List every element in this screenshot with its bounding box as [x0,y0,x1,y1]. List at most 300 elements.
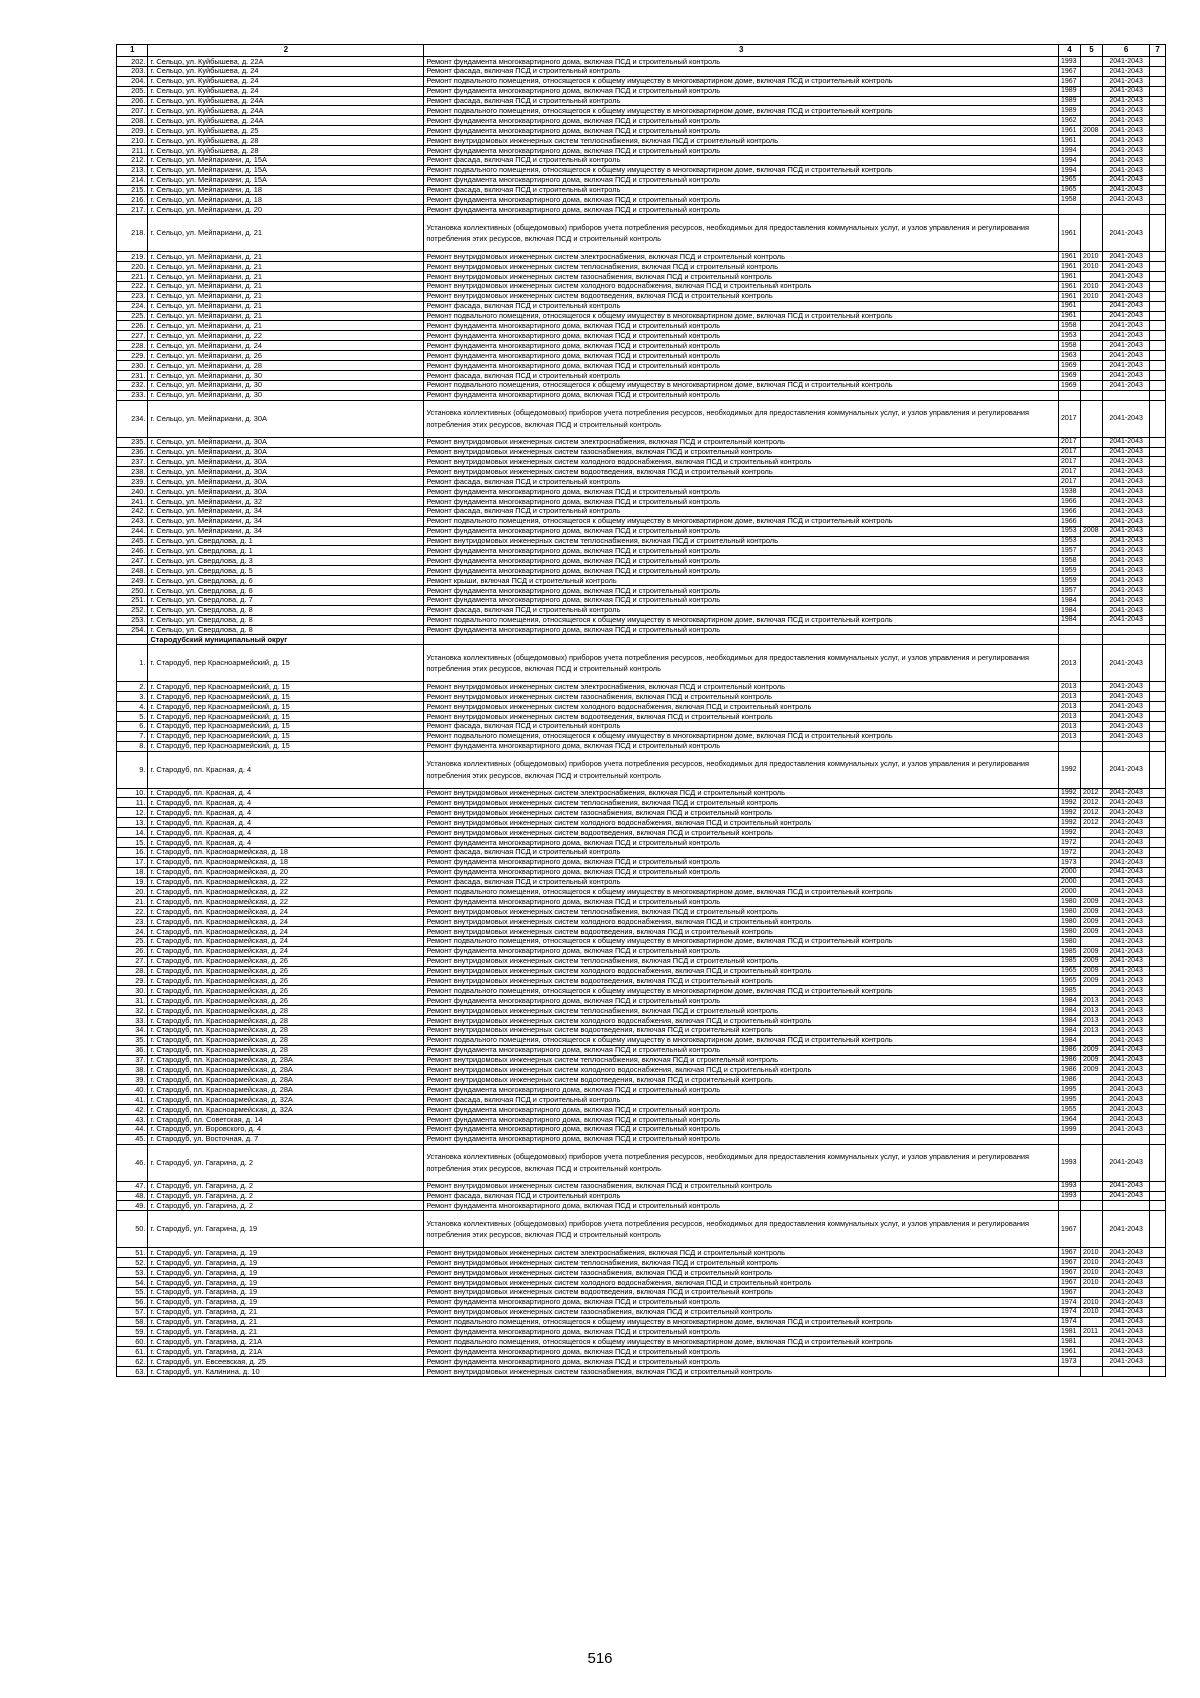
last-repair-year-cell [1081,605,1103,615]
work-type-cell: Ремонт фасада, включая ПСД и строительный контроль [424,96,1059,106]
year-built-cell: 1992 [1058,751,1080,788]
address-cell: г. Стародуб, ул. Гагарина, д. 2 [148,1191,424,1201]
last-repair-year-cell [1081,682,1103,692]
work-type-cell: Ремонт фундамента многоквартирного дома, включая ПСД и строительный контроль [424,897,1059,907]
table-row [117,341,1166,351]
planned-period-cell: 2041-2043 [1103,262,1150,272]
work-type-cell: Ремонт внутридомовых инженерных систем теплоснабжения, включая ПСД и строительный контроль [424,1006,1059,1016]
address-cell: г. Стародуб, ул. Гагарина, д. 19 [148,1287,424,1297]
extra-cell [1150,1258,1166,1268]
work-type-cell: Ремонт внутридомовых инженерных систем газоснабжения, включая ПСД и строительный контроль [424,447,1059,457]
row-number: 236. [117,447,148,457]
year-built-cell [1058,205,1080,215]
work-type-cell: Ремонт фундамента многоквартирного дома, включая ПСД и строительный контроль [424,341,1059,351]
work-type-cell: Ремонт фундамента многоквартирного дома, включая ПСД и строительный контроль [424,857,1059,867]
address-cell: г. Стародуб, пл. Красноармейская, д. 28А [148,1085,424,1095]
extra-cell [1150,272,1166,282]
address-cell: г. Сельцо, ул. Мейпариани, д. 15А [148,175,424,185]
extra-cell [1150,437,1166,447]
table-row [117,731,1166,741]
last-repair-year-cell [1081,536,1103,546]
row-number: 33. [117,1016,148,1026]
table-row [117,487,1166,497]
table-row [117,1016,1166,1026]
table-row [117,215,1166,252]
last-repair-year-cell [1081,702,1103,712]
table-row [117,1191,1166,1201]
table-row [117,1277,1166,1287]
extra-cell [1150,682,1166,692]
last-repair-year-cell: 2008 [1081,526,1103,536]
last-repair-year-cell: 2010 [1081,252,1103,262]
work-type-cell: Установка коллективных (общедомовых) приборов учета потребления ресурсов, необходимых для предоставления коммунальных услуг, и узлов управления и регулирования потребления этих ресурсов, включая ПСД и строительный контроль [424,215,1059,252]
last-repair-year-cell [1081,351,1103,361]
last-repair-year-cell [1081,751,1103,788]
last-repair-year-cell [1081,546,1103,556]
work-type-cell: Ремонт фундамента многоквартирного дома, включая ПСД и строительный контроль [424,496,1059,506]
row-number: 51. [117,1248,148,1258]
planned-period-cell: 2041-2043 [1103,1025,1150,1035]
year-built-cell: 1969 [1058,361,1080,371]
last-repair-year-cell [1081,331,1103,341]
extra-cell [1150,1095,1166,1105]
row-number: 53. [117,1268,148,1278]
work-type-cell: Ремонт внутридомовых инженерных систем водоотведения, включая ПСД и строительный контроль [424,1075,1059,1085]
year-built-cell: 1984 [1058,615,1080,625]
address-cell: г. Стародуб, пер Красноармейский, д. 15 [148,721,424,731]
work-type-cell: Ремонт подвального помещения, относящегося к общему имуществу в многоквартирном доме, включая ПСД и строительный контроль [424,936,1059,946]
table-row [117,262,1166,272]
address-cell: г. Сельцо, ул. Куйбышева, д. 28 [148,136,424,146]
work-type-cell: Ремонт внутридомовых инженерных систем холодного водоснабжения, включая ПСД и строительный контроль [424,818,1059,828]
work-type-cell: Ремонт фасада, включая ПСД и строительный контроль [424,370,1059,380]
row-number: 12. [117,808,148,818]
row-number: 242. [117,506,148,516]
address-cell: г. Стародуб, пл. Красноармейская, д. 26 [148,956,424,966]
row-number: 245. [117,536,148,546]
extra-cell [1150,1248,1166,1258]
planned-period-cell: 2041-2043 [1103,1181,1150,1191]
work-type-cell: Ремонт внутридомовых инженерных систем холодного водоснабжения, включая ПСД и строительный контроль [424,702,1059,712]
year-built-cell: 1961 [1058,126,1080,136]
last-repair-year-cell [1081,1201,1103,1211]
planned-period-cell: 2041-2043 [1103,195,1150,205]
year-built-cell [1058,1366,1080,1376]
table-row [117,447,1166,457]
extra-cell [1150,887,1166,897]
table-row [117,887,1166,897]
row-number: 239. [117,477,148,487]
planned-period-cell: 2041-2043 [1103,1085,1150,1095]
extra-cell [1150,195,1166,205]
extra-cell [1150,506,1166,516]
work-type-cell: Ремонт внутридомовых инженерных систем теплоснабжения, включая ПСД и строительный контроль [424,1258,1059,1268]
year-built-cell: 1965 [1058,185,1080,195]
work-type-cell: Ремонт фундамента многоквартирного дома, включая ПСД и строительный контроль [424,595,1059,605]
table-row [117,1075,1166,1085]
work-type-cell: Ремонт внутридомовых инженерных систем холодного водоснабжения, включая ПСД и строительный контроль [424,917,1059,927]
address-cell: г. Стародуб, пл. Красноармейская, д. 24 [148,946,424,956]
extra-cell [1150,96,1166,106]
row-number: 35. [117,1035,148,1045]
extra-cell [1150,86,1166,96]
year-built-cell: 1967 [1058,1248,1080,1258]
work-type-cell: Ремонт внутридомовых инженерных систем холодного водоснабжения, включая ПСД и строительный контроль [424,457,1059,467]
extra-cell [1150,361,1166,371]
address-cell: г. Сельцо, ул. Свердлова, д. 8 [148,605,424,615]
row-number: 215. [117,185,148,195]
address-cell: г. Сельцо, ул. Мейпариани, д. 30А [148,487,424,497]
work-type-cell: Ремонт фундамента многоквартирного дома, включая ПСД и строительный контроль [424,487,1059,497]
table-row [117,828,1166,838]
last-repair-year-cell [1081,566,1103,576]
last-repair-year-cell [1081,867,1103,877]
table-row [117,1025,1166,1035]
last-repair-year-cell: 2010 [1081,262,1103,272]
work-type-cell: Ремонт фундамента многоквартирного дома, включая ПСД и строительный контроль [424,1124,1059,1134]
year-built-cell: 1953 [1058,526,1080,536]
address-cell: г. Сельцо, ул. Куйбышева, д. 24 [148,66,424,76]
planned-period-cell: 2041-2043 [1103,847,1150,857]
address-cell: г. Сельцо, ул. Куйбышева, д. 24А [148,116,424,126]
work-type-cell: Ремонт фундамента многоквартирного дома, включая ПСД и строительный контроль [424,946,1059,956]
extra-cell [1150,877,1166,887]
table-row [117,946,1166,956]
planned-period-cell: 2041-2043 [1103,331,1150,341]
row-number: 36. [117,1045,148,1055]
last-repair-year-cell [1081,165,1103,175]
address-cell: г. Стародуб, ул. Гагарина, д. 2 [148,1181,424,1191]
planned-period-cell: 2041-2043 [1103,76,1150,86]
planned-period-cell: 2041-2043 [1103,447,1150,457]
year-built-cell: 1967 [1058,1268,1080,1278]
work-type-cell: Ремонт фундамента многоквартирного дома, включая ПСД и строительный контроль [424,526,1059,536]
year-built-cell: 1961 [1058,301,1080,311]
table-row [117,272,1166,282]
extra-cell [1150,917,1166,927]
address-cell: г. Стародуб, пл. Красноармейская, д. 28 [148,1016,424,1026]
planned-period-cell: 2041-2043 [1103,380,1150,390]
row-number: 31. [117,996,148,1006]
extra-cell [1150,301,1166,311]
year-built-cell: 1980 [1058,927,1080,937]
extra-cell [1150,487,1166,497]
planned-period-cell: 2041-2043 [1103,1277,1150,1287]
planned-period-cell: 2041-2043 [1103,400,1150,437]
year-built-cell: 2017 [1058,437,1080,447]
planned-period-cell: 2041-2043 [1103,1268,1150,1278]
planned-period-cell: 2041-2043 [1103,1144,1150,1181]
work-type-cell: Ремонт внутридомовых инженерных систем теплоснабжения, включая ПСД и строительный контроль [424,536,1059,546]
planned-period-cell: 2041-2043 [1103,496,1150,506]
address-cell: г. Стародуб, ул. Гагарина, д. 21А [148,1347,424,1357]
extra-cell [1150,741,1166,751]
planned-period-cell: 2041-2043 [1103,1095,1150,1105]
address-cell: г. Стародуб, ул. Гагарина, д. 19 [148,1297,424,1307]
last-repair-year-cell [1081,96,1103,106]
year-built-cell: 1993 [1058,1144,1080,1181]
year-built-cell: 1967 [1058,1287,1080,1297]
address-cell: г. Стародуб, пл. Красноармейская, д. 28 [148,1025,424,1035]
row-number: 9. [117,751,148,788]
planned-period-cell: 2041-2043 [1103,1124,1150,1134]
address-cell: г. Сельцо, ул. Мейпариани, д. 21 [148,301,424,311]
planned-period-cell: 2041-2043 [1103,457,1150,467]
header-col-3: 3 [424,45,1059,57]
extra-cell [1150,155,1166,165]
extra-cell [1150,57,1166,67]
address-cell: г. Стародуб, ул. Гагарина, д. 21А [148,1337,424,1347]
extra-cell [1150,702,1166,712]
last-repair-year-cell [1081,361,1103,371]
row-number: 223. [117,291,148,301]
year-built-cell [1058,390,1080,400]
extra-cell [1150,1297,1166,1307]
extra-cell [1150,215,1166,252]
extra-cell [1150,818,1166,828]
table-row [117,1287,1166,1297]
planned-period-cell: 2041-2043 [1103,96,1150,106]
table-row [117,1065,1166,1075]
extra-cell [1150,1006,1166,1016]
last-repair-year-cell: 2008 [1081,126,1103,136]
address-cell: г. Сельцо, ул. Куйбышева, д. 28 [148,146,424,156]
work-type-cell: Ремонт внутридомовых инженерных систем холодного водоснабжения, включая ПСД и строительный контроль [424,966,1059,976]
row-number: 227. [117,331,148,341]
last-repair-year-cell: 2009 [1081,1055,1103,1065]
extra-cell [1150,585,1166,595]
planned-period-cell: 2041-2043 [1103,185,1150,195]
address-cell: г. Сельцо, ул. Свердлова, д. 5 [148,566,424,576]
planned-period-cell: 2041-2043 [1103,155,1150,165]
address-cell: г. Сельцо, ул. Свердлова, д. 8 [148,615,424,625]
year-built-cell: 1972 [1058,838,1080,848]
planned-period-cell: 2041-2043 [1103,1105,1150,1115]
table-row [117,1211,1166,1248]
year-built-cell: 1961 [1058,291,1080,301]
work-type-cell: Ремонт фундамента многоквартирного дома, включая ПСД и строительный контроль [424,838,1059,848]
year-built-cell: 1984 [1058,1035,1080,1045]
address-cell: г. Стародуб, пл. Красноармейская, д. 24 [148,907,424,917]
year-built-cell: 1992 [1058,818,1080,828]
work-type-cell: Ремонт подвального помещения, относящегося к общему имуществу в многоквартирном доме, включая ПСД и строительный контроль [424,615,1059,625]
planned-period-cell: 2041-2043 [1103,506,1150,516]
last-repair-year-cell [1081,380,1103,390]
table-row [117,1181,1166,1191]
address-cell: г. Стародуб, пл. Красноармейская, д. 22 [148,877,424,887]
row-number: 235. [117,437,148,447]
address-cell: г. Сельцо, ул. Мейпариани, д. 20 [148,205,424,215]
last-repair-year-cell [1081,711,1103,721]
row-number: 32. [117,1006,148,1016]
last-repair-year-cell [1081,838,1103,848]
planned-period-cell: 2041-2043 [1103,702,1150,712]
table-row [117,798,1166,808]
extra-cell [1150,808,1166,818]
row-number: 46. [117,1144,148,1181]
extra-cell [1150,311,1166,321]
work-type-cell: Ремонт подвального помещения, относящегося к общему имуществу в многоквартирном доме, включая ПСД и строительный контроль [424,731,1059,741]
work-type-cell: Ремонт подвального помещения, относящегося к общему имуществу в многоквартирном доме, включая ПСД и строительный контроль [424,311,1059,321]
year-built-cell: 1969 [1058,370,1080,380]
address-cell: г. Стародуб, ул. Восточная, д. 7 [148,1134,424,1144]
work-type-cell: Ремонт фундамента многоквартирного дома, включая ПСД и строительный контроль [424,1105,1059,1115]
extra-cell [1150,536,1166,546]
extra-cell [1150,1287,1166,1297]
year-built-cell: 1989 [1058,96,1080,106]
planned-period-cell: 2041-2043 [1103,976,1150,986]
year-built-cell: 2013 [1058,731,1080,741]
planned-period-cell: 2041-2043 [1103,946,1150,956]
last-repair-year-cell: 2009 [1081,907,1103,917]
planned-period-cell: 2041-2043 [1103,566,1150,576]
planned-period-cell: 2041-2043 [1103,936,1150,946]
table-row [117,847,1166,857]
planned-period-cell: 2041-2043 [1103,126,1150,136]
last-repair-year-cell [1081,311,1103,321]
last-repair-year-cell [1081,731,1103,741]
row-number: 14. [117,828,148,838]
row-number: 40. [117,1085,148,1095]
row-number: 58. [117,1317,148,1327]
address-cell: г. Стародуб, ул. Воровского, д. 4 [148,1124,424,1134]
address-cell: г. Сельцо, ул. Куйбышева, д. 24 [148,76,424,86]
year-built-cell: 1994 [1058,155,1080,165]
row-number: 55. [117,1287,148,1297]
address-cell: г. Сельцо, ул. Мейпариани, д. 32 [148,496,424,506]
header-col-6: 6 [1103,45,1150,57]
last-repair-year-cell: 2010 [1081,281,1103,291]
row-number: 237. [117,457,148,467]
last-repair-year-cell [1081,1095,1103,1105]
table-row [117,1035,1166,1045]
last-repair-year-cell [1081,645,1103,682]
last-repair-year-cell [1081,86,1103,96]
table-row [117,106,1166,116]
address-cell: г. Стародуб, пер Красноармейский, д. 15 [148,692,424,702]
row-number: 240. [117,487,148,497]
year-built-cell: 1992 [1058,788,1080,798]
planned-period-cell: 2041-2043 [1103,467,1150,477]
address-cell: г. Стародуб, ул. Гагарина, д. 19 [148,1258,424,1268]
address-cell: г. Сельцо, ул. Куйбышева, д. 24А [148,106,424,116]
row-number: 18. [117,867,148,877]
extra-cell [1150,897,1166,907]
planned-period-cell [1103,205,1150,215]
extra-cell [1150,1134,1166,1144]
planned-period-cell: 2041-2043 [1103,526,1150,536]
work-type-cell: Ремонт фасада, включая ПСД и строительный контроль [424,877,1059,887]
year-built-cell: 1961 [1058,136,1080,146]
year-built-cell: 1973 [1058,1357,1080,1367]
table-row [117,86,1166,96]
table-row [117,311,1166,321]
extra-cell [1150,477,1166,487]
year-built-cell [1058,741,1080,751]
table-row [117,615,1166,625]
year-built-cell: 2013 [1058,702,1080,712]
year-built-cell: 1957 [1058,585,1080,595]
address-cell: г. Стародуб, пер Красноармейский, д. 15 [148,731,424,741]
planned-period-cell: 2041-2043 [1103,1114,1150,1124]
planned-period-cell: 2041-2043 [1103,437,1150,447]
extra-cell [1150,321,1166,331]
work-type-cell: Ремонт внутридомовых инженерных систем газоснабжения, включая ПСД и строительный контроль [424,808,1059,818]
row-number: 233. [117,390,148,400]
table-row [117,751,1166,788]
planned-period-cell: 2041-2043 [1103,798,1150,808]
extra-cell [1150,136,1166,146]
row-number: 208. [117,116,148,126]
address-cell: г. Сельцо, ул. Свердлова, д. 6 [148,585,424,595]
year-built-cell: 2000 [1058,877,1080,887]
address-cell: г. Стародуб, пл. Красноармейская, д. 28А [148,1075,424,1085]
work-type-cell: Ремонт фасада, включая ПСД и строительный контроль [424,847,1059,857]
row-number: 38. [117,1065,148,1075]
table-row [117,331,1166,341]
year-built-cell: 1984 [1058,1016,1080,1026]
last-repair-year-cell [1081,477,1103,487]
extra-cell [1150,467,1166,477]
work-type-cell: Ремонт фундамента многоквартирного дома, включая ПСД и строительный контроль [424,741,1059,751]
planned-period-cell: 2041-2043 [1103,818,1150,828]
year-built-cell: 2017 [1058,477,1080,487]
planned-period-cell: 2041-2043 [1103,252,1150,262]
address-cell: г. Сельцо, ул. Мейпариани, д. 22 [148,331,424,341]
work-type-cell: Ремонт внутридомовых инженерных систем газоснабжения, включая ПСД и строительный контроль [424,1307,1059,1317]
extra-cell [1150,1075,1166,1085]
year-built-cell: 1993 [1058,1181,1080,1191]
address-cell: г. Стародуб, ул. Гагарина, д. 21 [148,1327,424,1337]
year-built-cell: 1980 [1058,907,1080,917]
work-type-cell: Ремонт внутридомовых инженерных систем холодного водоснабжения, включая ПСД и строительный контроль [424,1277,1059,1287]
year-built-cell: 1980 [1058,897,1080,907]
work-type-cell: Ремонт внутридомовых инженерных систем водоотведения, включая ПСД и строительный контроль [424,828,1059,838]
work-type-cell: Ремонт фундамента многоквартирного дома, включая ПСД и строительный контроль [424,175,1059,185]
row-number: 4. [117,702,148,712]
planned-period-cell: 2041-2043 [1103,1317,1150,1327]
last-repair-year-cell: 2009 [1081,927,1103,937]
planned-period-cell: 2041-2043 [1103,516,1150,526]
row-number: 57. [117,1307,148,1317]
row-number: 21. [117,897,148,907]
work-type-cell: Установка коллективных (общедомовых) приборов учета потребления ресурсов, необходимых для предоставления коммунальных услуг, и узлов управления и регулирования потребления этих ресурсов, включая ПСД и строительный контроль [424,751,1059,788]
last-repair-year-cell [1081,272,1103,282]
extra-cell [1150,956,1166,966]
table-row [117,595,1166,605]
table-row [117,400,1166,437]
last-repair-year-cell [1081,1357,1103,1367]
row-number: 203. [117,66,148,76]
row-number: 29. [117,976,148,986]
year-built-cell: 1953 [1058,331,1080,341]
last-repair-year-cell: 2010 [1081,291,1103,301]
extra-cell [1150,66,1166,76]
address-cell: г. Сельцо, ул. Мейпариани, д. 28 [148,361,424,371]
table-row [117,808,1166,818]
address-cell: г. Стародуб, ул. Гагарина, д. 19 [148,1211,424,1248]
planned-period-cell: 2041-2043 [1103,917,1150,927]
table-row [117,877,1166,887]
planned-period-cell: 2041-2043 [1103,116,1150,126]
planned-period-cell: 2041-2043 [1103,966,1150,976]
work-type-cell: Ремонт фундамента многоквартирного дома, включая ПСД и строительный контроль [424,867,1059,877]
year-built-cell [1058,1201,1080,1211]
last-repair-year-cell [1081,1191,1103,1201]
planned-period-cell: 2041-2043 [1103,146,1150,156]
register-table [116,44,1166,1377]
extra-cell [1150,1211,1166,1248]
